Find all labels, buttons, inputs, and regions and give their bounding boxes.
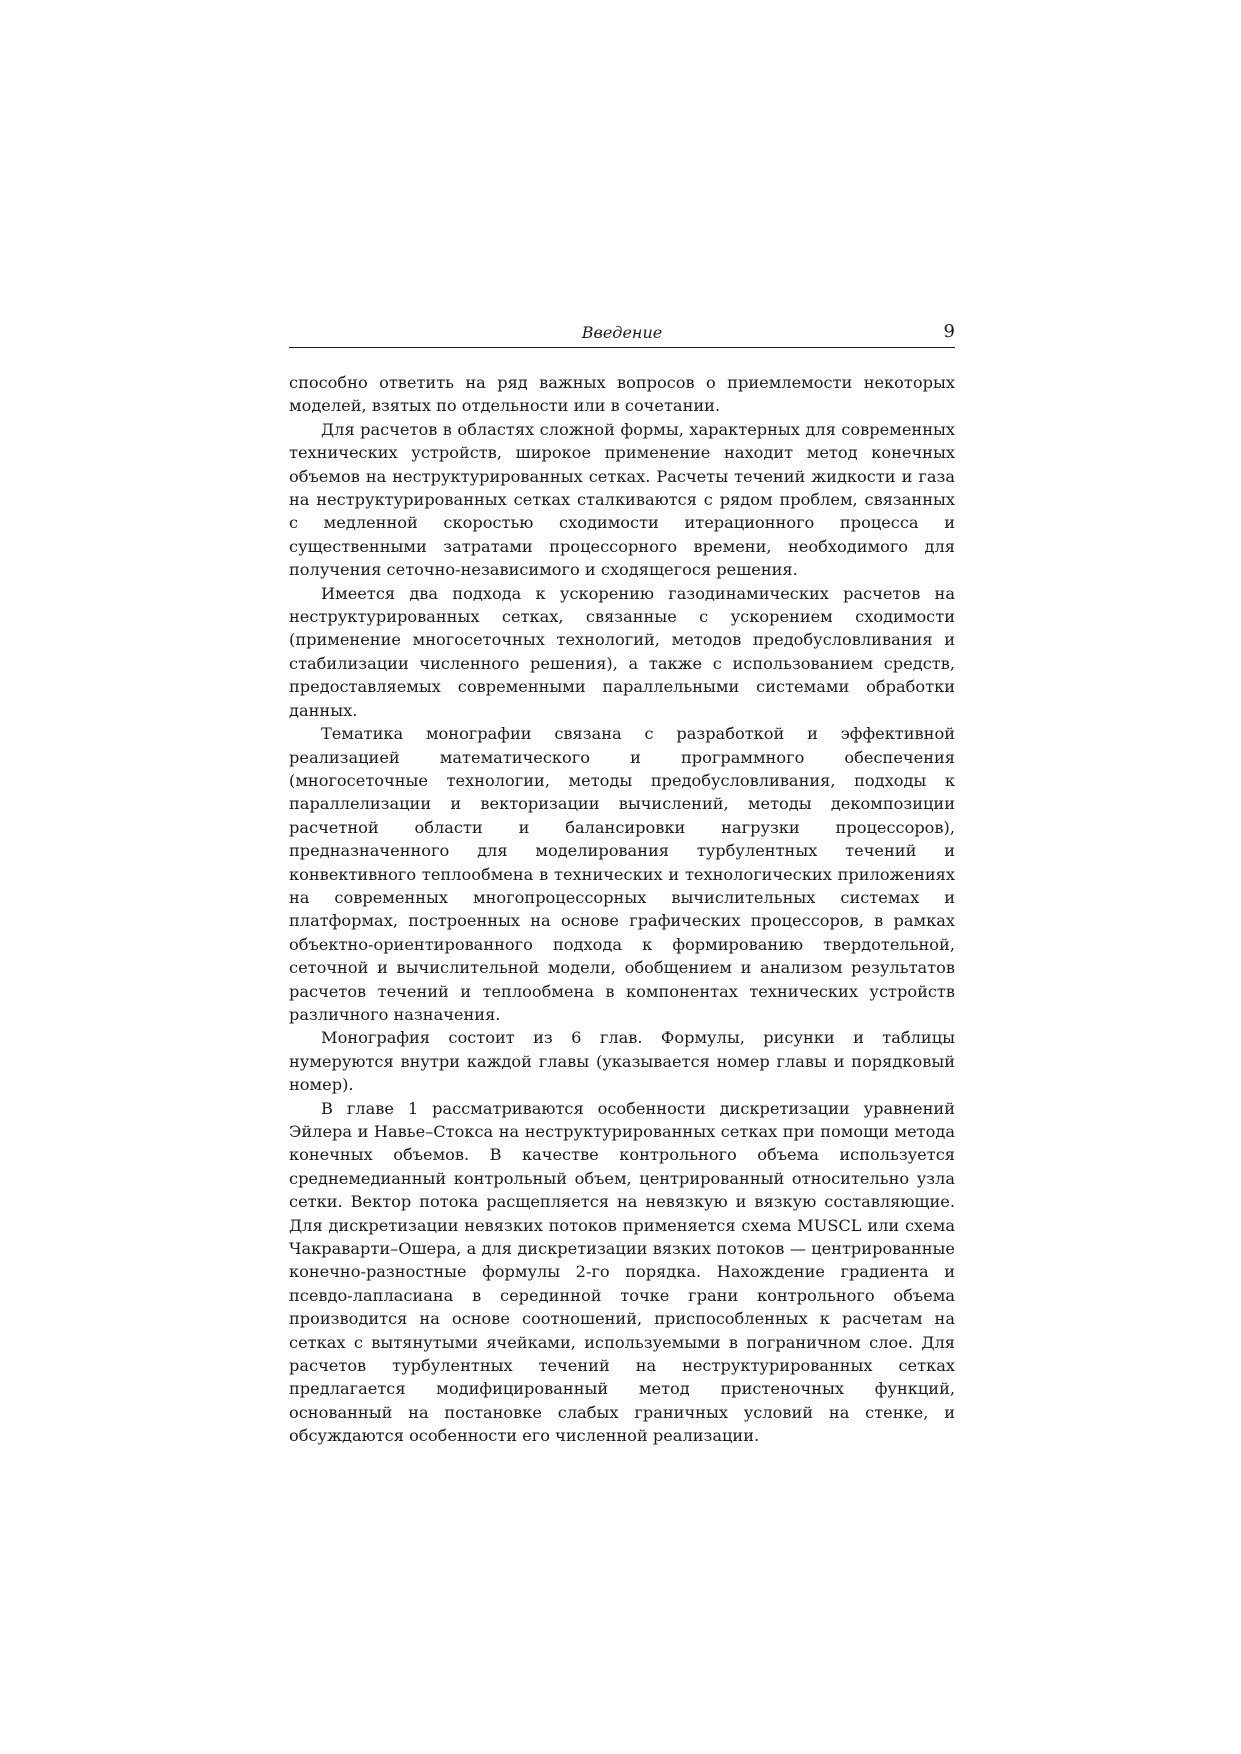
paragraph: способно ответить на ряд важных вопросов о приемлемости некоторых моделей, взятых по отдельности или в сочетании. <box>289 373 955 416</box>
body-text <box>289 371 955 1448</box>
paragraph: Для расчетов в областях сложной формы, характерных для современных технических устройств, широкое применение находит метод конечных объемов на неструктурированных сетках. Расчеты течений жидкости и газа на неструктурированных сетках сталкиваются с рядом проблем, связанных с медленной скоростью сходимости итерационного процесса и существенными затратами процессорного времени, необходимого для получения сеточно-независимого и сходящегося решения. <box>289 419 955 580</box>
running-title: Введение <box>581 323 663 342</box>
paragraph: Тематика монографии связана с разработкой и эффективной реализацией математического и программного обеспечения (многосеточные технологии, методы предобусловливания, подходы к параллелизации и векторизации вычислений, методы декомпозиции расчетной области и балансировки нагрузки процессоров), предназначенного для моделирования турбулентных течений и конвективного теплообмена в технических и технологических приложениях на современных многопроцессорных вычислительных системах и платформах, построенных на основе графических процессоров, в рамках объектно-ориентированного подхода к формированию твердотельной, сеточной и вычислительной модели, обобщением и анализом результатов расчетов течений и теплообмена в компонентах технических устройств различного назначения. <box>289 724 955 1024</box>
page-number: 9 <box>943 321 955 342</box>
paragraph: Имеется два подхода к ускорению газодинамических расчетов на неструктурированных сетках, связанные с ускорением сходимости (применение многосеточных технологий, методов предобусловливания и стабилизации численного решения), а также с использованием средств, предоставляемых современными параллельными системами обработки данных. <box>289 583 955 720</box>
paragraph: В главе 1 рассматриваются особенности дискретизации уравнений Эйлера и Навье–Стокса на неструктурированных сетках при помощи метода конечных объемов. В качестве контрольного объема используется среднемедианный контрольный объем, центрированный относительно узла сетки. Вектор потока расщепляется на невязкую и вязкую составляющие. Для дискретизации невязких потоков применяется схема MUSCL или схема Чакраварти–Ошера, а для дискретизации вязких потоков — центрированные конечно-разностные формулы 2-го порядка. Нахождение градиента и псевдо-лапласиана в серединной точке грани контрольного объема производится на основе соотношений, приспособленных к расчетам на сетках с вытянутыми ячейками, используемыми в пограничном слое. Для расчетов турбулентных течений на неструктурированных сетках предлагается модифицированный метод пристеночных функций, основанный на постановке слабых граничных условий на стенке, и обсуждаются особенности его численной реализации. <box>289 1098 955 1446</box>
paragraph: Монография состоит из 6 глав. Формулы, рисунки и таблицы нумеруются внутри каждой главы (указывается номер главы и порядковый номер). <box>289 1028 955 1095</box>
running-header <box>289 321 955 348</box>
